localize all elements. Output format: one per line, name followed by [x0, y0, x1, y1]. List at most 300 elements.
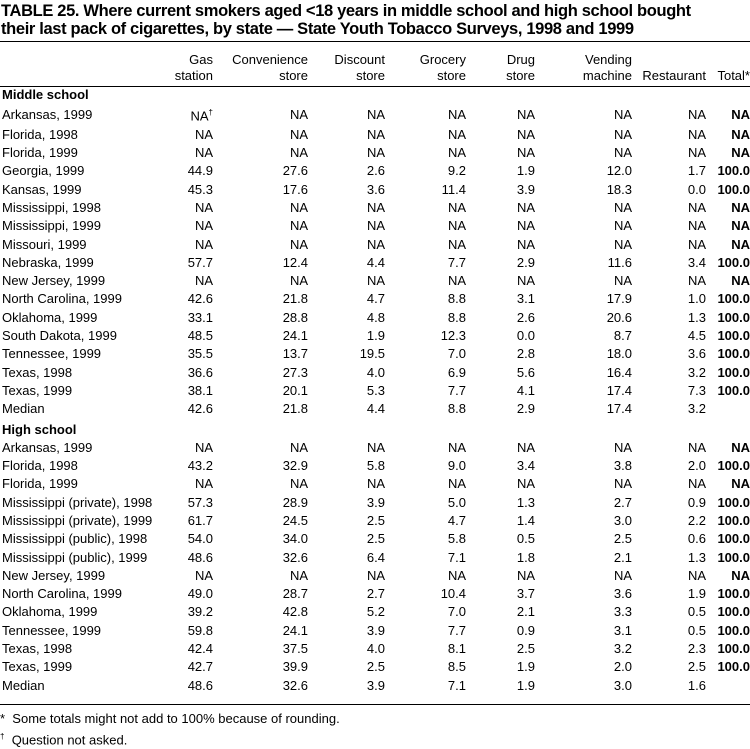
- total-cell: 100.0: [717, 309, 750, 325]
- header-col-6-line2: machine: [582, 68, 632, 83]
- table-row: [0, 254, 750, 272]
- value-cell: 2.6: [366, 163, 385, 179]
- value-cell: 44.9: [187, 163, 213, 179]
- value-cell: 21.8: [282, 401, 308, 417]
- value-cell: 1.8: [516, 549, 535, 565]
- total-cell: NA: [731, 199, 750, 215]
- value-cell: 1.9: [516, 659, 535, 675]
- value-cell: 3.1: [613, 622, 632, 638]
- value-cell: NA: [613, 145, 632, 161]
- value-cell: 11.6: [607, 254, 632, 270]
- section-heading-row: [0, 84, 750, 104]
- value-cell: 12.3: [440, 328, 466, 344]
- value-cell: 57.3: [187, 494, 213, 510]
- row-label: Mississippi (private), 1998: [2, 494, 153, 510]
- value-cell: NA: [289, 236, 308, 252]
- value-cell: NA: [366, 145, 385, 161]
- header-col-4-line1: Grocery: [419, 52, 466, 67]
- header-col-3-line1: Discount: [334, 52, 385, 67]
- value-cell: NA: [613, 106, 632, 122]
- row-label: Mississippi (public), 1999: [2, 549, 148, 565]
- value-cell: NA: [366, 106, 385, 122]
- value-cell: 3.4: [516, 458, 535, 474]
- value-cell: 4.4: [366, 254, 385, 270]
- value-cell: NA: [516, 199, 535, 215]
- value-cell: 28.7: [282, 586, 308, 602]
- total-cell: NA: [731, 567, 750, 583]
- value-cell: NA: [289, 145, 308, 161]
- value-cell: 48.6: [187, 677, 213, 693]
- value-cell: NA: [447, 476, 466, 492]
- value-cell: NA: [194, 218, 213, 234]
- value-cell: NA: [447, 236, 466, 252]
- value-cell: NA: [194, 439, 213, 455]
- value-cell: NA: [687, 145, 706, 161]
- value-cell: 3.9: [366, 622, 385, 638]
- value-cell: 8.8: [447, 309, 466, 325]
- value-cell: 4.0: [366, 364, 385, 380]
- value-cell: 57.7: [187, 254, 213, 270]
- value-cell: 1.9: [516, 163, 535, 179]
- value-cell: 2.6: [516, 309, 535, 325]
- total-cell: NA: [731, 273, 750, 289]
- bottom-rule: [0, 704, 750, 705]
- value-cell: NA: [613, 476, 632, 492]
- total-cell: 100.0: [717, 254, 750, 270]
- row-label: Nebraska, 1999: [2, 254, 94, 270]
- value-cell: 38.1: [187, 382, 213, 398]
- value-cell: 0.0: [516, 328, 535, 344]
- header-col-8: [706, 46, 750, 84]
- table-row: [0, 475, 750, 493]
- value-cell: NA: [366, 199, 385, 215]
- value-cell: 42.4: [187, 641, 213, 657]
- value-cell: 4.7: [366, 291, 385, 307]
- table-row: [0, 104, 750, 125]
- value-cell: 1.3: [687, 549, 706, 565]
- value-cell: 2.3: [687, 641, 706, 657]
- value-cell: NA: [194, 567, 213, 583]
- table-row: [0, 290, 750, 308]
- row-label: Mississippi (private), 1999: [2, 513, 153, 528]
- value-cell: NA: [447, 126, 466, 142]
- value-cell: NA: [366, 273, 385, 289]
- total-cell: 100.0: [717, 364, 750, 380]
- value-cell: 8.7: [613, 328, 632, 344]
- value-cell: 8.8: [447, 291, 466, 307]
- header-col-5-line2: store: [506, 68, 535, 83]
- value-cell: NA: [289, 439, 308, 455]
- table-row: [0, 199, 750, 217]
- value-cell: NA: [289, 476, 308, 492]
- row-label: Mississippi, 1998: [2, 199, 101, 215]
- value-cell: NA: [289, 106, 308, 122]
- header-col-6: [535, 46, 632, 84]
- value-cell: 7.7: [447, 254, 466, 270]
- value-cell: NA: [194, 476, 213, 492]
- header-col-6-line1: Vending: [585, 52, 632, 67]
- value-cell: 3.9: [366, 677, 385, 693]
- value-cell: NA: [516, 106, 535, 122]
- row-label: Florida, 1998: [2, 126, 78, 142]
- value-cell: 8.1: [447, 641, 466, 657]
- value-cell: 49.0: [187, 586, 213, 602]
- section-heading-row: [0, 418, 750, 438]
- header-col-2-line2: store: [279, 68, 308, 83]
- total-cell: NA: [731, 236, 750, 252]
- value-cell: 45.3: [187, 181, 213, 197]
- value-cell: 13.7: [282, 346, 308, 362]
- value-cell: 5.3: [366, 382, 385, 398]
- value-cell: 7.0: [447, 604, 466, 620]
- value-cell: NA: [289, 273, 308, 289]
- value-cell: 12.4: [282, 254, 308, 270]
- value-cell: NA: [613, 567, 632, 583]
- total-cell: NA: [731, 106, 750, 122]
- value-cell: 5.2: [366, 604, 385, 620]
- value-cell: NA: [687, 236, 706, 252]
- header-col-5-line1: Drug: [506, 52, 535, 67]
- value-cell: 27.3: [282, 364, 308, 380]
- value-cell: 10.4: [440, 586, 466, 602]
- row-label: Tennessee, 1999: [2, 346, 102, 362]
- table-title: [1, 2, 749, 38]
- value-cell: 0.5: [687, 604, 706, 620]
- total-cell: 100.0: [717, 586, 750, 602]
- total-cell: 100.0: [717, 549, 750, 565]
- value-cell: 3.7: [516, 586, 535, 602]
- value-cell: 4.1: [516, 382, 535, 398]
- value-cell: 18.3: [606, 181, 632, 197]
- total-cell: [706, 677, 750, 695]
- value-cell: 18.0: [606, 346, 632, 362]
- value-cell: 24.5: [282, 513, 308, 528]
- value-cell: 9.2: [447, 163, 466, 179]
- total-cell: [706, 400, 750, 418]
- header-col-2-line1: Convenience: [232, 52, 308, 67]
- row-label: South Dakota, 1999: [2, 328, 117, 344]
- table-row: [0, 126, 750, 144]
- value-cell: 5.8: [366, 458, 385, 474]
- value-cell: NA: [687, 218, 706, 234]
- value-cell: 1.7: [687, 163, 706, 179]
- footnote-2-text: Question not asked.: [11, 732, 128, 748]
- value-cell: 2.9: [516, 254, 535, 270]
- value-cell: 21.8: [282, 291, 308, 307]
- row-label: Tennessee, 1999: [2, 622, 102, 638]
- header-col-1-line2: station: [174, 68, 213, 83]
- value-cell: 32.6: [282, 677, 308, 693]
- value-cell: 37.5: [282, 641, 308, 657]
- total-cell: NA: [731, 126, 750, 142]
- table-row: [0, 494, 750, 512]
- table-row: [0, 640, 750, 658]
- value-cell: NA: [447, 199, 466, 215]
- row-label: Median: [2, 401, 45, 417]
- row-label: Florida, 1998: [2, 458, 78, 474]
- value-cell: NA: [447, 106, 466, 122]
- value-cell: 3.1: [516, 291, 535, 307]
- value-cell: 61.7: [187, 513, 213, 528]
- value-cell: 32.6: [282, 549, 308, 565]
- value-cell: NA: [687, 476, 706, 492]
- value-cell: 3.0: [613, 677, 632, 693]
- value-cell: 0.5: [687, 622, 706, 638]
- total-cell: NA: [731, 145, 750, 161]
- footnote-1-text: Some totals might not add to 100% because of rounding.: [12, 711, 340, 726]
- row-label: Arkansas, 1999: [2, 439, 93, 455]
- value-cell: 3.6: [366, 181, 385, 197]
- value-cell: 17.4: [606, 382, 632, 398]
- value-cell: 0.9: [687, 494, 706, 510]
- value-cell: NA: [194, 126, 213, 142]
- value-cell: 11.4: [441, 181, 466, 197]
- value-cell: 16.4: [606, 364, 632, 380]
- value-cell: 7.7: [447, 382, 466, 398]
- row-label: Mississippi, 1999: [2, 218, 101, 234]
- value-cell: 48.6: [187, 549, 213, 565]
- value-cell: 17.4: [606, 401, 632, 417]
- row-label: Median: [2, 677, 45, 693]
- value-cell: 3.6: [687, 346, 706, 362]
- value-cell: 3.8: [613, 458, 632, 474]
- value-cell: NA: [613, 218, 632, 234]
- value-cell: NA: [687, 273, 706, 289]
- value-cell: NA: [447, 218, 466, 234]
- value-cell: NA: [366, 476, 385, 492]
- value-cell: NA: [516, 236, 535, 252]
- value-cell: 2.7: [613, 494, 632, 510]
- total-cell: 100.0: [717, 604, 750, 620]
- table-row: [0, 585, 750, 603]
- row-label: New Jersey, 1999: [2, 567, 106, 583]
- header-rule: [0, 86, 750, 87]
- value-cell: 3.9: [366, 494, 385, 510]
- value-cell: 3.2: [687, 364, 706, 380]
- table-row: [0, 327, 750, 345]
- header-col-4: [385, 46, 466, 84]
- value-cell: NA: [516, 476, 535, 492]
- value-cell: 3.3: [613, 604, 632, 620]
- total-cell: 100.0: [717, 163, 750, 179]
- value-cell: 5.6: [516, 364, 535, 380]
- value-cell: 42.6: [187, 291, 213, 307]
- value-cell: NA: [366, 439, 385, 455]
- value-cell: 48.5: [187, 328, 213, 344]
- footnote-2-mark: †: [0, 732, 5, 741]
- value-cell: NA: [613, 273, 632, 289]
- value-cell: 2.1: [516, 604, 535, 620]
- value-cell: 4.4: [366, 401, 385, 417]
- table-row: [0, 181, 750, 199]
- table-row: [0, 548, 750, 566]
- value-cell: NA: [516, 567, 535, 583]
- header-col-8-line2: Total*: [717, 68, 750, 83]
- footnote-1: [0, 710, 340, 728]
- value-cell: NA: [447, 145, 466, 161]
- value-cell: 1.0: [687, 291, 706, 307]
- value-cell: 5.8: [447, 531, 466, 547]
- table-row: [0, 567, 750, 585]
- value-cell: 39.9: [282, 659, 308, 675]
- value-cell: 12.0: [606, 163, 632, 179]
- total-cell: 100.0: [717, 181, 750, 197]
- value-cell: 42.8: [282, 604, 308, 620]
- table-row: [0, 309, 750, 327]
- header-col-1: [170, 46, 213, 84]
- total-cell: 100.0: [717, 641, 750, 657]
- table-row: [0, 603, 750, 621]
- header-col-1-line1: Gas: [189, 52, 213, 67]
- table-row: [0, 512, 750, 530]
- row-label: Florida, 1999: [2, 476, 78, 492]
- value-cell: 20.1: [282, 382, 308, 398]
- header-state: [0, 46, 170, 84]
- value-cell: 8.8: [447, 401, 466, 417]
- value-cell: NA: [289, 126, 308, 142]
- value-cell: 34.0: [282, 531, 308, 547]
- value-cell: 27.6: [282, 163, 308, 179]
- value-cell: NA: [516, 126, 535, 142]
- value-cell: 9.0: [447, 458, 466, 474]
- value-cell: 33.1: [187, 309, 213, 325]
- value-cell: 7.7: [447, 622, 466, 638]
- value-cell: 2.0: [613, 659, 632, 675]
- total-cell: 100.0: [717, 531, 750, 547]
- table-row: [0, 677, 750, 695]
- value-cell: NA: [447, 439, 466, 455]
- value-cell: 7.3: [687, 382, 706, 398]
- table-row: [0, 400, 750, 418]
- header-col-4-line2: store: [437, 68, 466, 83]
- title-line-2: their last pack of cigarettes, by state — State Youth Tobacco Surveys, 1998 and 1999: [1, 20, 634, 38]
- data-table: [0, 46, 750, 695]
- title-line-1: TABLE 25. Where current smokers aged <18 years in middle school and high school bought: [1, 2, 691, 20]
- section-heading: Middle school: [2, 87, 89, 103]
- value-cell: NA: [289, 567, 308, 583]
- header-col-7-line2: Restaurant: [642, 68, 706, 83]
- value-cell: 3.9: [516, 181, 535, 197]
- row-label: Texas, 1998: [2, 364, 73, 380]
- value-cell: 3.2: [613, 641, 632, 657]
- value-cell: 19.5: [359, 346, 385, 362]
- header-col-5: [466, 46, 535, 84]
- value-cell: 7.0: [447, 346, 466, 362]
- value-cell: 39.2: [187, 604, 213, 620]
- total-cell: NA: [731, 476, 750, 492]
- value-cell: 4.7: [447, 513, 466, 528]
- value-cell: NA: [613, 126, 632, 142]
- value-cell: NA: [687, 106, 706, 122]
- value-cell: 5.0: [447, 494, 466, 510]
- row-label: Arkansas, 1999: [2, 106, 93, 122]
- row-label: Texas, 1999: [2, 382, 73, 398]
- table-row: [0, 363, 750, 381]
- header-col-2: [213, 46, 308, 84]
- value-cell: 17.6: [282, 181, 308, 197]
- header-row: [0, 46, 750, 84]
- value-cell: 0.5: [516, 531, 535, 547]
- table-row: [0, 217, 750, 235]
- total-cell: 100.0: [717, 659, 750, 675]
- value-cell: NA: [687, 126, 706, 142]
- value-cell: 42.7: [187, 659, 213, 675]
- value-cell: 2.9: [516, 401, 535, 417]
- value-cell: NA: [516, 218, 535, 234]
- table-row: [0, 658, 750, 676]
- value-cell: NA: [366, 567, 385, 583]
- table-row: [0, 144, 750, 162]
- value-cell: NA: [289, 218, 308, 234]
- row-label: Texas, 1999: [2, 659, 73, 675]
- row-label: Oklahoma, 1999: [2, 604, 98, 620]
- value-cell: 54.0: [187, 531, 213, 547]
- value-cell: 1.9: [516, 677, 535, 693]
- value-cell: NA†: [190, 108, 213, 124]
- table-row: [0, 272, 750, 290]
- header-col-3: [308, 46, 385, 84]
- value-cell: 2.0: [687, 458, 706, 474]
- table-row: [0, 530, 750, 548]
- total-cell: NA: [731, 218, 750, 234]
- value-cell: 43.2: [187, 458, 213, 474]
- value-cell: 1.9: [687, 586, 706, 602]
- value-cell: NA: [194, 273, 213, 289]
- value-cell: 28.9: [282, 494, 308, 510]
- value-cell: 1.3: [516, 494, 535, 510]
- table-row: [0, 622, 750, 640]
- value-cell: NA: [516, 439, 535, 455]
- table-row: [0, 457, 750, 475]
- value-cell: 3.2: [687, 401, 706, 417]
- value-cell: NA: [687, 199, 706, 215]
- row-label: Florida, 1999: [2, 145, 78, 161]
- value-cell: 7.1: [447, 549, 466, 565]
- row-label: North Carolina, 1999: [2, 291, 122, 307]
- value-cell: NA: [366, 126, 385, 142]
- table-row: [0, 382, 750, 400]
- row-label: Texas, 1998: [2, 641, 73, 657]
- value-cell: 32.9: [282, 458, 308, 474]
- value-cell: 2.5: [687, 659, 706, 675]
- footnote-1-mark: *: [0, 711, 6, 726]
- value-cell: 35.5: [187, 346, 213, 362]
- value-cell: 0.6: [687, 531, 706, 547]
- value-cell: NA: [194, 236, 213, 252]
- total-cell: 100.0: [717, 622, 750, 638]
- value-cell: 2.8: [516, 346, 535, 362]
- value-cell: NA: [613, 236, 632, 252]
- row-label: Oklahoma, 1999: [2, 309, 98, 325]
- value-cell: 6.4: [366, 549, 385, 565]
- value-cell: NA: [366, 236, 385, 252]
- value-cell: 0.0: [687, 181, 706, 197]
- value-cell: 3.4: [687, 254, 706, 270]
- total-cell: 100.0: [717, 494, 750, 510]
- value-cell: NA: [687, 567, 706, 583]
- total-cell: NA: [731, 439, 750, 455]
- value-cell: 42.6: [187, 401, 213, 417]
- value-cell: 1.9: [366, 328, 385, 344]
- value-cell: NA: [613, 199, 632, 215]
- value-cell: 8.5: [447, 659, 466, 675]
- value-cell: 17.9: [606, 291, 632, 307]
- value-cell: 2.5: [516, 641, 535, 657]
- value-cell: NA: [687, 439, 706, 455]
- value-cell: 2.5: [366, 513, 385, 528]
- value-cell: 59.8: [187, 622, 213, 638]
- title-rule: [0, 41, 750, 42]
